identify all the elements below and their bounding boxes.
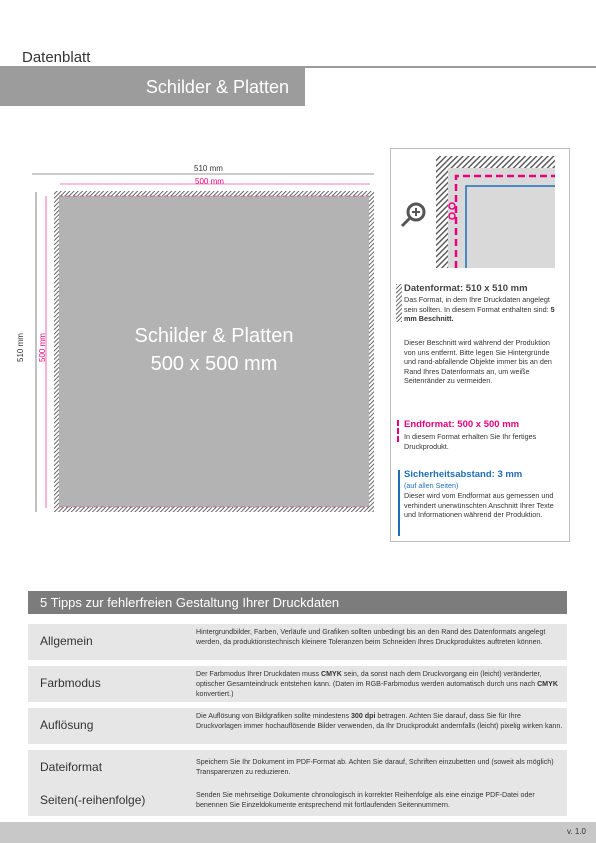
tip-row-allgemein (28, 624, 567, 660)
beschnitt-text: Dieser Beschnitt wird während der Produktion von uns entfernt. Bitte legen Sie Hintergründe und rand-abfallende Objekte immer bis an den Rand Ihres Datenformats an, um weiße Seitenränder zu vermeiden. (404, 338, 552, 385)
endformat-text: In diesem Format erhalten Sie Ihr fertiges Druckprodukt. (404, 432, 537, 451)
tip-label: Farbmodus (40, 676, 101, 690)
tip-row-dateiformat (28, 750, 567, 786)
version-label: v. 1.0 (567, 827, 586, 836)
corner-detail (400, 156, 555, 268)
sicherheit-title: Sicherheitsabstand: 3 mm (404, 469, 523, 480)
tip-label: Dateiformat (40, 760, 103, 774)
tips-heading-bar (28, 591, 567, 614)
plate-label (59, 322, 369, 378)
tip-text: Hintergrundbilder, Farben, Verläufe und Grafiken sollten unbedingt bis an den Rand des Datenformats angelegt werden, da produktionstechnisch kleinere Toleranzen beim Schneiden Ihres Druckproduktes auftreten können. (196, 628, 546, 646)
footer-bar (0, 822, 596, 843)
plate-title: Schilder & Platten (134, 325, 294, 347)
datenformat-title: Datenformat: 510 x 510 mm (404, 283, 528, 294)
tips-heading: 5 Tipps zur fehlerfreien Gestaltung Ihrer Druckdaten (40, 595, 340, 610)
outer-height-label: 510 mm (16, 333, 25, 362)
plate-size: 500 x 500 mm (150, 353, 278, 375)
outer-width-label: 510 mm (194, 164, 223, 173)
inner-height-label: 500 mm (38, 333, 47, 362)
endformat-title: Endformat: 500 x 500 mm (404, 419, 520, 430)
tip-label: Seiten(-reihenfolge) (40, 793, 146, 807)
tip-text: Die Auflösung von Bildgrafiken sollte mindestens 300 dpi betragen. Achten Sie darauf, dass Sie für Ihre Druckvorlagen immer hochauflösende Bilder verwenden, da Ihr Druckprodukt andernfalls (leicht) pixelig wirken kann. (196, 712, 563, 730)
datenformat-text: Das Format, in dem Ihre Druckdaten angelegt sein sollten. In diesem Format enthalten sind: 5 mm Beschnitt. (404, 295, 555, 323)
endformat-marker (397, 420, 401, 442)
inner-width-label: 500 mm (195, 177, 224, 186)
tip-row-farbmodus (28, 666, 567, 702)
header-title-bar (0, 68, 305, 106)
tip-label: Allgemein (40, 634, 93, 648)
datenformat-marker (396, 284, 402, 322)
tip-row-seiten (28, 786, 567, 816)
sicherheit-marker (398, 470, 400, 536)
tip-text: Senden Sie mehrseitige Dokumente chronologisch in korrekter Reihenfolge als eine einzige PDF-Datei oder benennen Sie Einzeldokumente entsprechend mit fortlaufenden Seitennummern. (196, 791, 535, 809)
sicherheit-text: Dieser wird vom Endformat aus gemessen und verhindert unerwünschten Anschnitt Ihrer Texte und Informationen während der Produktion. (404, 491, 554, 519)
page-title: Schilder & Platten (145, 77, 289, 97)
tip-text: Der Farbmodus Ihrer Druckdaten muss CMYK sein, da sonst nach dem Druckvorgang ein (leicht) veränderter, optischer Gesamteindruck entstehen kann. (Daten im RGB-Farbmodus werden automatisch durch uns nach CMYK konvertiert.) (196, 670, 558, 698)
datasheet-label-box (0, 48, 120, 68)
tip-text: Speichern Sie Ihr Dokument im PDF-Format ab. Achten Sie darauf, Schriften einzubetten und (soweit als möglich) Transparenzen zu reduzieren. (196, 758, 554, 776)
datasheet-label: Datenblatt (22, 49, 91, 66)
tip-label: Auflösung (40, 718, 94, 732)
tip-row-aufloesung (28, 708, 567, 744)
sicherheit-sub: (auf allen Seiten) (404, 481, 459, 490)
